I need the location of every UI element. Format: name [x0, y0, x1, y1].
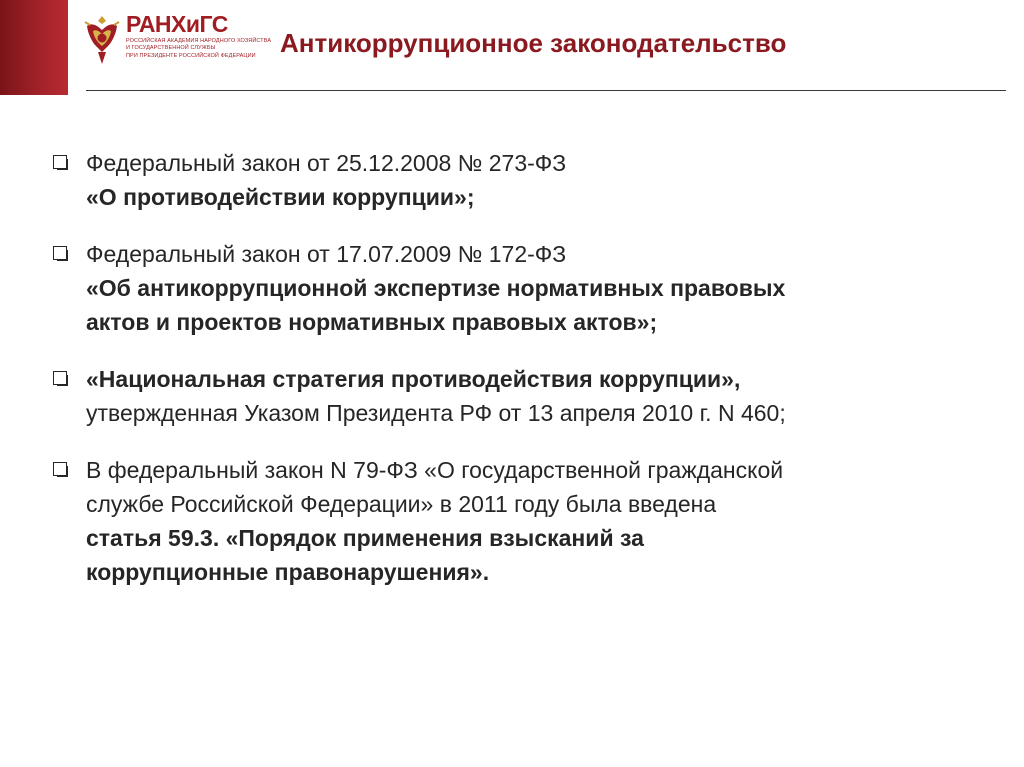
header-accent-bar: [0, 0, 68, 95]
law-title-continued: актов и проектов нормативных правовых актов»;: [86, 309, 658, 335]
list-item: [50, 237, 990, 339]
amendment-text: В федеральный закон N 79-ФЗ «О государственной гражданской: [86, 457, 784, 483]
title-divider: [86, 90, 1006, 91]
law-title: «Об антикоррупционной экспертизе нормативных правовых: [86, 275, 786, 301]
list-item: [50, 453, 990, 589]
law-list: [50, 146, 990, 612]
checkbox-bullet-icon: [53, 246, 67, 260]
logo-subtitle: [126, 38, 272, 60]
strategy-approval: утвержденная Указом Президента РФ от 13 апреля 2010 г. N 460;: [86, 400, 786, 426]
checkbox-bullet-icon: [53, 155, 67, 169]
checkbox-bullet-icon: [53, 371, 67, 385]
page-title: Антикоррупционное законодательство: [280, 28, 787, 58]
strategy-title: «Национальная стратегия противодействия коррупции»,: [86, 366, 741, 392]
ranepa-logo: [82, 10, 272, 74]
logo-subtitle-line: ПРИ ПРЕЗИДЕНТЕ РОССИЙСКОЙ ФЕДЕРАЦИИ: [126, 52, 256, 59]
double-headed-eagle-emblem-icon: [82, 12, 122, 68]
law-reference: Федеральный закон от 17.07.2009 № 172-ФЗ: [86, 241, 567, 267]
logo-name: РАНХиГС: [126, 11, 228, 37]
law-title: «О противодействии коррупции»;: [86, 184, 475, 210]
law-reference: Федеральный закон от 25.12.2008 № 273-ФЗ: [86, 150, 567, 176]
article-title: статья 59.3. «Порядок применения взысканий за: [86, 525, 644, 551]
checkbox-bullet-icon: [53, 462, 67, 476]
amendment-text-continued: службе Российской Федерации» в 2011 году была введена: [86, 491, 717, 517]
logo-subtitle-line: РОССИЙСКАЯ АКАДЕМИЯ НАРОДНОГО ХОЗЯЙСТВА: [126, 38, 272, 44]
list-item: [50, 146, 990, 214]
article-title-continued: коррупционные правонарушения».: [86, 559, 490, 585]
logo-subtitle-line: И ГОСУДАРСТВЕННОЙ СЛУЖБЫ: [126, 45, 216, 52]
list-item: [50, 362, 990, 430]
